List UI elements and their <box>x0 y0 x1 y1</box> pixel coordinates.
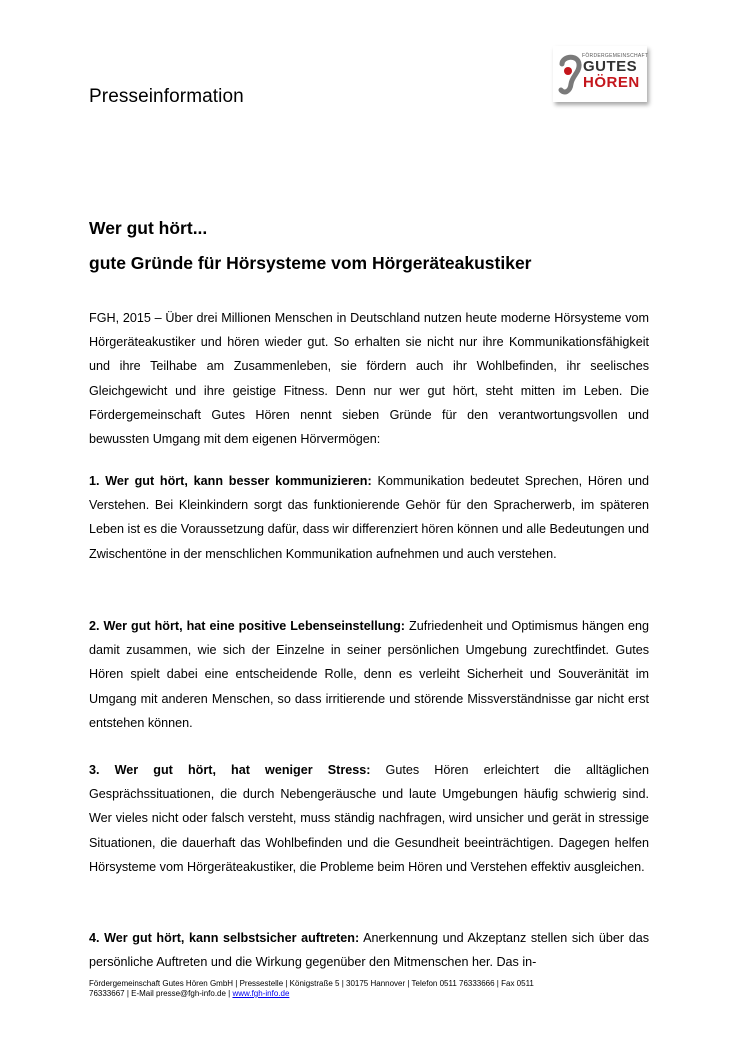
logo-word-gutes: GUTES <box>583 58 638 75</box>
footer-contact: 76333667 | E-Mail presse@fgh-info.de | <box>89 989 233 998</box>
point-text: Zufriedenheit und Optimismus hängen eng damit zusammen, wie sich der Einzelne in seiner persönlichen Umgebung zurechtfindet. Gutes Hören spielt dabei eine entscheidende Rolle, denn es verleiht Sicherheit und Souveränität im Umgang mit anderen Menschen, so dass irritierende und störende Missverständnisse gar nicht erst entstehen können. <box>89 619 650 730</box>
ear-logo-icon <box>558 54 582 96</box>
point-heading: 1. Wer gut hört, kann besser kommunizieren: <box>89 474 372 488</box>
point-paragraph-1 <box>89 469 649 566</box>
point-heading: 2. Wer gut hört, hat eine positive Lebenseinstellung: <box>89 619 406 633</box>
point-paragraph-2 <box>89 614 649 735</box>
point-heading: 4. Wer gut hört, kann selbstsicher auftreten: <box>89 931 360 945</box>
footer-line2 <box>89 989 649 999</box>
logo-word-hoeren: HÖREN <box>583 74 640 91</box>
website-link[interactable]: www.fgh-info.de <box>232 989 290 998</box>
fgh-logo <box>553 46 647 102</box>
page-footer <box>89 979 649 999</box>
point-text: Anerkennung und Akzeptanz stellen sich über das persönliche Auftreten und die Wirkung gegenüber den Mitmenschen her. Das in- <box>89 931 649 970</box>
headline-line1: Wer gut hört... <box>89 218 208 238</box>
point-heading: 3. Wer gut hört, hat weniger Stress: <box>89 763 371 777</box>
footer-line1: Fördergemeinschaft Gutes Hören GmbH | Pressestelle | Königstraße 5 | 30175 Hannover | Telefon 0511 76333666 | Fax 0511 <box>89 979 534 988</box>
point-text: Kommunikation bedeutet Sprechen, Hören und Verstehen. Bei Kleinkindern sorgt das funktionierende Gehör für den Spracherwerb, im späteren Leben ist es die Voraussetzung dafür, dass wir differenziert hören können und alle Bedeutungen und Zwischentöne in der menschlichen Kommunikation aufnehmen und auch verstehen. <box>89 474 649 561</box>
point-paragraph-4 <box>89 926 649 974</box>
logo-small-text: FÖRDERGEMEINSCHAFT <box>582 53 649 59</box>
page-header-title: Presseinformation <box>89 86 244 107</box>
point-paragraph-3 <box>89 758 649 879</box>
point-text: Gutes Hören erleichtert die alltäglichen Gesprächssituationen, die durch Nebengeräusche und laute Umgebungen häufig schwierig sind. Wer vieles nicht oder falsch versteht, muss ständig nachfragen, wird unsicher und gerät in stressige Situationen, die dauerhaft das Wohlbefinden und die Gesundheit beeinträchtigen. Dagegen helfen Hörsysteme vom Hörgeräteakustiker, die Probleme beim Hören und Verstehen effektiv ausgleichen. <box>89 763 649 874</box>
headline-line2: gute Gründe für Hörsysteme vom Hörgeräteakustiker <box>89 253 532 273</box>
intro-paragraph: FGH, 2015 – Über drei Millionen Menschen in Deutschland nutzen heute moderne Hörsysteme vom Hörgeräteakustiker und hören wieder gut. So erhalten sie nicht nur ihre Kommunikationsfähigkeit und ihre Teilhabe am Zusammenleben, sie fördern auch ihr Wohlbefinden, ihr seelisches Gleichgewicht und ihre geistige Fitness. Denn nur wer gut hört, steht mitten im Leben. Die Fördergemeinschaft Gutes Hören nennt sieben Gründe für den verantwortungsvollen und bewussten Umgang mit dem eigenen Hörvermögen: <box>89 311 649 447</box>
